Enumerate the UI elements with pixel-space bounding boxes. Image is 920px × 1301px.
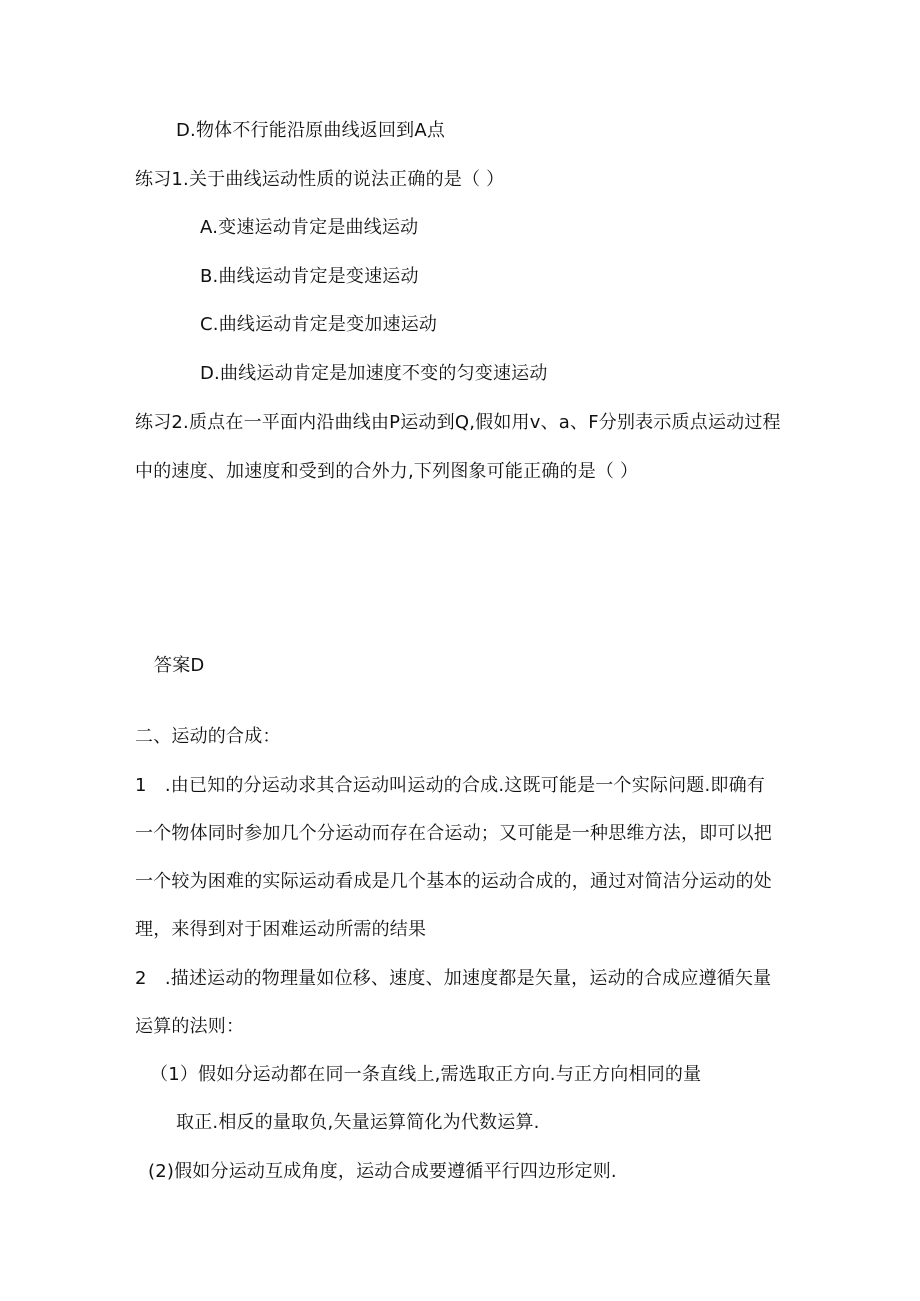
section2-point1-line4: 理，来得到对于困难运动所需的结果 [135,919,427,940]
section2-point2-line1: 2 .描述运动的物理量如位移、速度、加速度都是矢量，运动的合成应遵循矢量 [135,968,772,989]
exercise1-question: 练习1.关于曲线运动性质的说法正确的是（ ） [135,169,505,190]
section2-heading: 二、运动的合成： [135,726,281,747]
exercise1-option-c: C.曲线运动肯定是变加速运动 [200,314,438,335]
section2-point1-line1: 1 .由已知的分运动求其合运动叫运动的合成.这既可能是一个实际问题.即确有 [135,775,766,796]
section2-sub1-line1: （1）假如分运动都在同一条直线上,需选取正方向.与正方向相同的量 [150,1064,702,1085]
section2-point2-line2: 运算的法则： [135,1016,245,1037]
exercise1-option-d: D.曲线运动肯定是加速度不变的匀变速运动 [200,363,548,384]
section2-sub1-line2: 取正.相反的量取负,矢量运算简化为代数运算. [176,1112,540,1133]
exercise1-option-a: A.变速运动肯定是曲线运动 [200,217,419,238]
prev-option-d: D.物体不行能沿原曲线返回到A点 [176,120,446,141]
exercise2-question-line2: 中的速度、加速度和受到的合外力,下列图象可能正确的是（ ） [135,461,639,482]
exercise1-option-b: B.曲线运动肯定是变速运动 [200,266,419,287]
section2-point1-line3: 一个较为困难的实际运动看成是几个基本的运动合成的，通过对简洁分运动的处 [135,871,772,892]
section2-sub2: (2)假如分运动互成角度，运动合成要遵循平行四边形定则. [148,1161,617,1182]
section2-point1-line2: 一个物体同时参加几个分运动而存在合运动；又可能是一种思维方法，即可以把 [135,823,772,844]
exercise2-question-line1: 练习2.质点在一平面内沿曲线由P运动到Q,假如用v、a、F分别表示质点运动过程 [135,412,781,433]
exercise2-answer: 答案D [154,655,205,676]
